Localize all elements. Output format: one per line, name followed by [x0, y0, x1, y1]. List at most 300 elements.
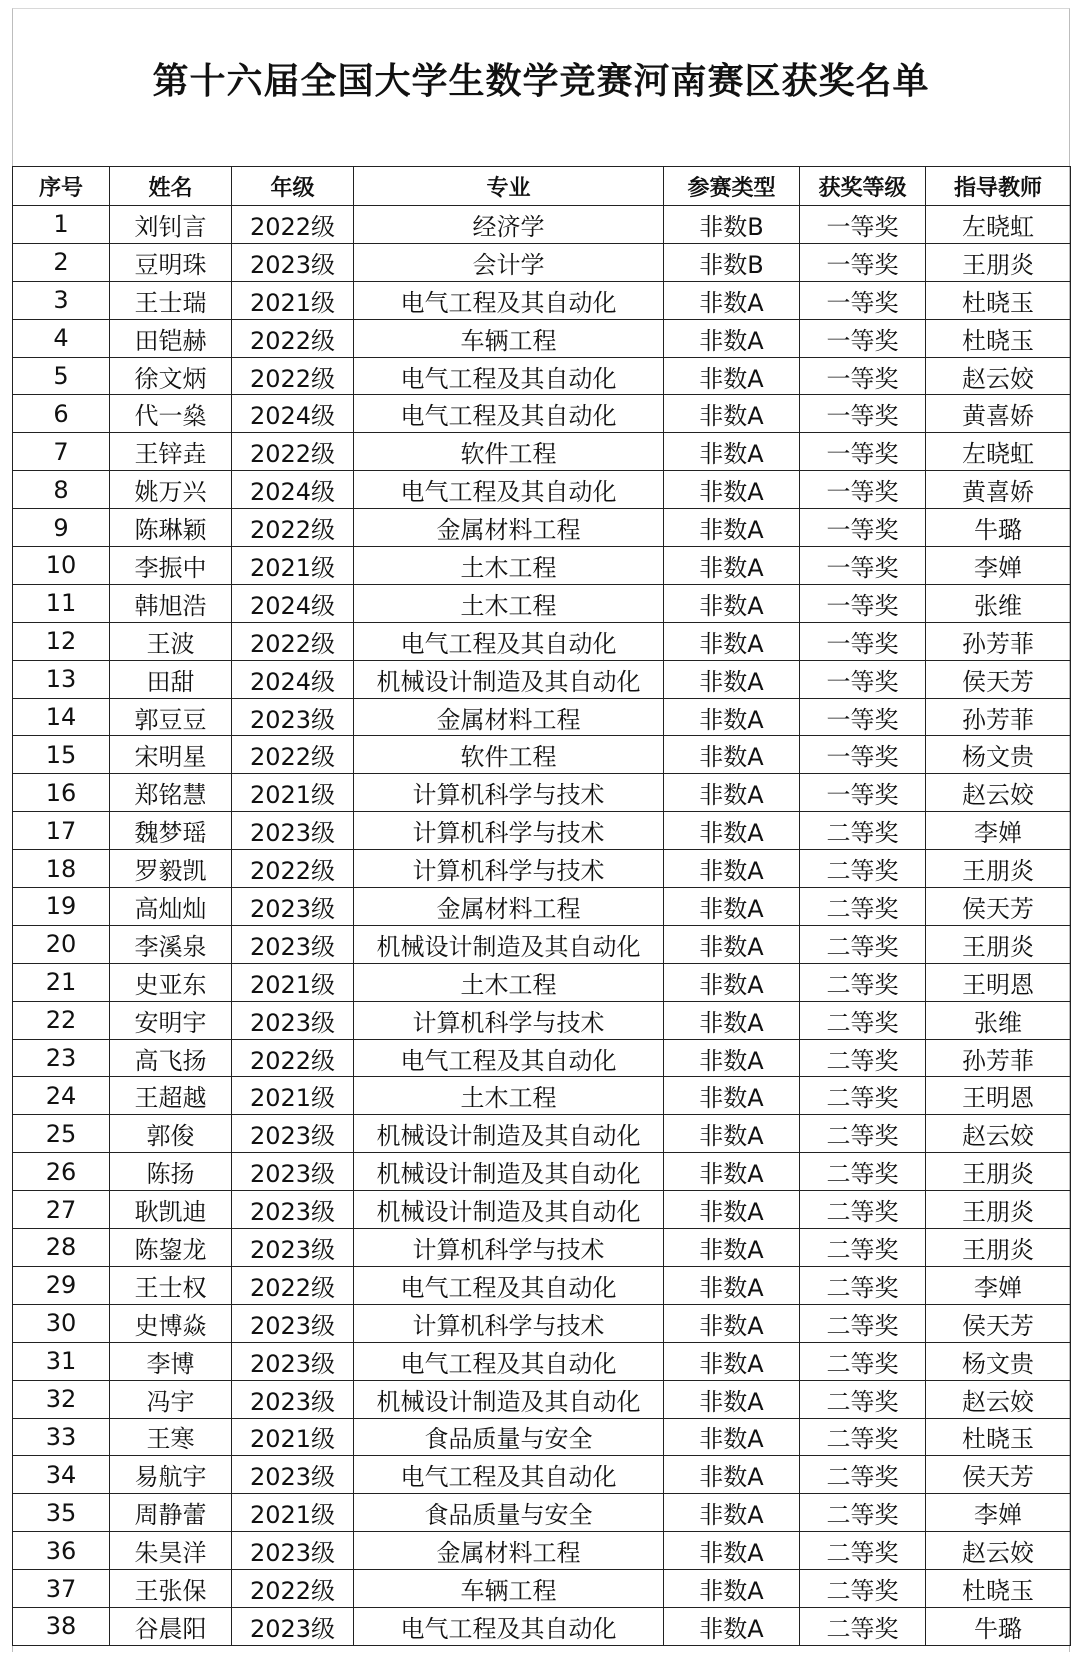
cell-type: 非数A — [664, 1607, 800, 1645]
cell-major: 电气工程及其自动化 — [354, 622, 664, 660]
cell-name: 易航宇 — [110, 1456, 232, 1494]
cell-award: 二等奖 — [800, 1077, 926, 1115]
cell-major: 机械设计制造及其自动化 — [354, 1153, 664, 1191]
cell-type: 非数A — [664, 774, 800, 812]
cell-index: 29 — [13, 1266, 110, 1304]
table-row — [13, 1532, 1071, 1570]
cell-major: 经济学 — [354, 206, 664, 244]
cell-teacher: 赵云姣 — [926, 1532, 1071, 1570]
cell-index: 30 — [13, 1304, 110, 1342]
cell-teacher: 张维 — [926, 1001, 1071, 1039]
cell-index: 5 — [13, 357, 110, 395]
cell-major: 金属材料工程 — [354, 1532, 664, 1570]
cell-name: 王士权 — [110, 1266, 232, 1304]
cell-major: 计算机科学与技术 — [354, 1229, 664, 1267]
cell-index: 36 — [13, 1532, 110, 1570]
cell-teacher: 左晓虹 — [926, 206, 1071, 244]
table-row — [13, 357, 1071, 395]
cell-type: 非数A — [664, 1380, 800, 1418]
cell-major: 车辆工程 — [354, 1570, 664, 1608]
cell-name: 徐文炳 — [110, 357, 232, 395]
cell-teacher: 侯天芳 — [926, 660, 1071, 698]
cell-teacher: 侯天芳 — [926, 1304, 1071, 1342]
table-row — [13, 547, 1071, 585]
cell-award: 一等奖 — [800, 622, 926, 660]
cell-index: 9 — [13, 509, 110, 547]
cell-name: 王士瑞 — [110, 281, 232, 319]
cell-grade: 2021级 — [232, 547, 354, 585]
cell-teacher: 王朋炎 — [926, 243, 1071, 281]
cell-teacher: 王明恩 — [926, 963, 1071, 1001]
cell-major: 土木工程 — [354, 963, 664, 1001]
cell-index: 38 — [13, 1607, 110, 1645]
cell-index: 33 — [13, 1418, 110, 1456]
table-row — [13, 1039, 1071, 1077]
cell-type: 非数A — [664, 1342, 800, 1380]
cell-major: 会计学 — [354, 243, 664, 281]
cell-index: 13 — [13, 660, 110, 698]
cell-teacher: 王明恩 — [926, 1077, 1071, 1115]
cell-type: 非数A — [664, 888, 800, 926]
table-row — [13, 736, 1071, 774]
cell-grade: 2023级 — [232, 925, 354, 963]
table-row — [13, 1115, 1071, 1153]
cell-type: 非数A — [664, 1266, 800, 1304]
cell-award: 一等奖 — [800, 471, 926, 509]
cell-award: 二等奖 — [800, 1532, 926, 1570]
cell-teacher: 杜晓玉 — [926, 319, 1071, 357]
cell-teacher: 赵云姣 — [926, 1380, 1071, 1418]
cell-award: 二等奖 — [800, 1001, 926, 1039]
cell-teacher: 侯天芳 — [926, 888, 1071, 926]
cell-grade: 2022级 — [232, 433, 354, 471]
cell-award: 二等奖 — [800, 1229, 926, 1267]
cell-type: 非数A — [664, 584, 800, 622]
cell-type: 非数A — [664, 1077, 800, 1115]
cell-index: 26 — [13, 1153, 110, 1191]
cell-grade: 2024级 — [232, 660, 354, 698]
cell-grade: 2023级 — [232, 243, 354, 281]
table-row — [13, 206, 1071, 244]
table-row — [13, 1494, 1071, 1532]
cell-name: 王寒 — [110, 1418, 232, 1456]
cell-index: 34 — [13, 1456, 110, 1494]
cell-index: 1 — [13, 206, 110, 244]
cell-type: 非数A — [664, 1570, 800, 1608]
cell-award: 二等奖 — [800, 1115, 926, 1153]
cell-name: 周静蕾 — [110, 1494, 232, 1532]
table-row — [13, 1001, 1071, 1039]
cell-name: 田铠赫 — [110, 319, 232, 357]
cell-type: 非数A — [664, 509, 800, 547]
cell-index: 3 — [13, 281, 110, 319]
cell-index: 35 — [13, 1494, 110, 1532]
cell-award: 二等奖 — [800, 963, 926, 1001]
cell-teacher: 王朋炎 — [926, 850, 1071, 888]
cell-major: 电气工程及其自动化 — [354, 1039, 664, 1077]
cell-grade: 2023级 — [232, 1380, 354, 1418]
cell-major: 电气工程及其自动化 — [354, 471, 664, 509]
cell-award: 二等奖 — [800, 1191, 926, 1229]
cell-name: 郑铭慧 — [110, 774, 232, 812]
cell-major: 机械设计制造及其自动化 — [354, 1115, 664, 1153]
table-row — [13, 1456, 1071, 1494]
cell-index: 8 — [13, 471, 110, 509]
cell-index: 16 — [13, 774, 110, 812]
cell-name: 王波 — [110, 622, 232, 660]
cell-name: 魏梦瑶 — [110, 812, 232, 850]
cell-teacher: 王朋炎 — [926, 1229, 1071, 1267]
cell-grade: 2022级 — [232, 1039, 354, 1077]
cell-type: 非数A — [664, 622, 800, 660]
cell-award: 二等奖 — [800, 1304, 926, 1342]
header-row — [13, 167, 1071, 206]
cell-major: 机械设计制造及其自动化 — [354, 660, 664, 698]
cell-grade: 2022级 — [232, 206, 354, 244]
cell-index: 22 — [13, 1001, 110, 1039]
cell-type: 非数A — [664, 547, 800, 585]
table-row — [13, 888, 1071, 926]
cell-major: 金属材料工程 — [354, 698, 664, 736]
cell-award: 二等奖 — [800, 1153, 926, 1191]
award-table — [12, 166, 1071, 1646]
cell-teacher: 李婵 — [926, 547, 1071, 585]
cell-teacher: 牛璐 — [926, 509, 1071, 547]
cell-index: 21 — [13, 963, 110, 1001]
cell-major: 计算机科学与技术 — [354, 812, 664, 850]
cell-grade: 2023级 — [232, 1456, 354, 1494]
cell-major: 金属材料工程 — [354, 888, 664, 926]
cell-index: 18 — [13, 850, 110, 888]
cell-name: 豆明珠 — [110, 243, 232, 281]
cell-teacher: 杜晓玉 — [926, 281, 1071, 319]
table-row — [13, 963, 1071, 1001]
cell-name: 谷晨阳 — [110, 1607, 232, 1645]
table-row — [13, 509, 1071, 547]
cell-index: 27 — [13, 1191, 110, 1229]
cell-grade: 2021级 — [232, 1494, 354, 1532]
cell-major: 食品质量与安全 — [354, 1418, 664, 1456]
cell-award: 一等奖 — [800, 433, 926, 471]
cell-major: 食品质量与安全 — [354, 1494, 664, 1532]
cell-index: 23 — [13, 1039, 110, 1077]
cell-grade: 2022级 — [232, 509, 354, 547]
cell-teacher: 赵云姣 — [926, 774, 1071, 812]
cell-name: 宋明星 — [110, 736, 232, 774]
header-cell-name: 姓名 — [110, 167, 232, 206]
cell-major: 电气工程及其自动化 — [354, 357, 664, 395]
cell-index: 20 — [13, 925, 110, 963]
table-row — [13, 698, 1071, 736]
cell-grade: 2021级 — [232, 774, 354, 812]
table-row — [13, 925, 1071, 963]
cell-grade: 2021级 — [232, 1077, 354, 1115]
table-row — [13, 1191, 1071, 1229]
cell-award: 一等奖 — [800, 660, 926, 698]
cell-name: 姚万兴 — [110, 471, 232, 509]
cell-teacher: 孙芳菲 — [926, 622, 1071, 660]
cell-name: 代一燊 — [110, 395, 232, 433]
cell-award: 二等奖 — [800, 1039, 926, 1077]
cell-type: 非数A — [664, 433, 800, 471]
cell-teacher: 杜晓玉 — [926, 1570, 1071, 1608]
cell-grade: 2022级 — [232, 850, 354, 888]
table-row — [13, 1570, 1071, 1608]
cell-index: 31 — [13, 1342, 110, 1380]
cell-award: 二等奖 — [800, 1418, 926, 1456]
cell-index: 7 — [13, 433, 110, 471]
cell-teacher: 左晓虹 — [926, 433, 1071, 471]
table-row — [13, 1418, 1071, 1456]
cell-award: 一等奖 — [800, 584, 926, 622]
cell-type: 非数A — [664, 850, 800, 888]
cell-name: 高飞扬 — [110, 1039, 232, 1077]
cell-grade: 2023级 — [232, 888, 354, 926]
cell-name: 王超越 — [110, 1077, 232, 1115]
table-row — [13, 812, 1071, 850]
table-row — [13, 1342, 1071, 1380]
cell-major: 机械设计制造及其自动化 — [354, 925, 664, 963]
cell-award: 一等奖 — [800, 698, 926, 736]
cell-name: 史博焱 — [110, 1304, 232, 1342]
cell-grade: 2023级 — [232, 1229, 354, 1267]
cell-award: 一等奖 — [800, 243, 926, 281]
cell-name: 李振中 — [110, 547, 232, 585]
cell-major: 软件工程 — [354, 433, 664, 471]
cell-index: 12 — [13, 622, 110, 660]
cell-award: 二等奖 — [800, 850, 926, 888]
cell-name: 王张保 — [110, 1570, 232, 1608]
cell-grade: 2023级 — [232, 1001, 354, 1039]
cell-major: 电气工程及其自动化 — [354, 1456, 664, 1494]
table-row — [13, 471, 1071, 509]
cell-major: 计算机科学与技术 — [354, 850, 664, 888]
cell-index: 4 — [13, 319, 110, 357]
cell-teacher: 孙芳菲 — [926, 698, 1071, 736]
cell-name: 陈扬 — [110, 1153, 232, 1191]
cell-grade: 2024级 — [232, 471, 354, 509]
cell-major: 计算机科学与技术 — [354, 774, 664, 812]
cell-grade: 2023级 — [232, 1115, 354, 1153]
cell-name: 田甜 — [110, 660, 232, 698]
cell-grade: 2022级 — [232, 1570, 354, 1608]
cell-type: 非数A — [664, 1304, 800, 1342]
cell-name: 冯宇 — [110, 1380, 232, 1418]
cell-teacher: 王朋炎 — [926, 1153, 1071, 1191]
cell-name: 陈琳颖 — [110, 509, 232, 547]
cell-teacher: 黄喜娇 — [926, 471, 1071, 509]
cell-teacher: 李婵 — [926, 1266, 1071, 1304]
header-cell-award: 获奖等级 — [800, 167, 926, 206]
cell-name: 刘钊言 — [110, 206, 232, 244]
cell-grade: 2023级 — [232, 1607, 354, 1645]
table-row — [13, 319, 1071, 357]
cell-award: 二等奖 — [800, 812, 926, 850]
cell-type: 非数A — [664, 812, 800, 850]
cell-teacher: 侯天芳 — [926, 1456, 1071, 1494]
cell-index: 32 — [13, 1380, 110, 1418]
cell-type: 非数A — [664, 1532, 800, 1570]
table-row — [13, 774, 1071, 812]
cell-grade: 2022级 — [232, 319, 354, 357]
cell-type: 非数B — [664, 206, 800, 244]
cell-grade: 2024级 — [232, 395, 354, 433]
cell-major: 电气工程及其自动化 — [354, 1266, 664, 1304]
cell-grade: 2024级 — [232, 584, 354, 622]
cell-grade: 2022级 — [232, 622, 354, 660]
cell-grade: 2021级 — [232, 1418, 354, 1456]
cell-award: 一等奖 — [800, 736, 926, 774]
header-cell-type: 参赛类型 — [664, 167, 800, 206]
cell-teacher: 李婵 — [926, 1494, 1071, 1532]
cell-teacher: 杨文贵 — [926, 736, 1071, 774]
cell-award: 二等奖 — [800, 1607, 926, 1645]
header-cell-major: 专业 — [354, 167, 664, 206]
cell-type: 非数B — [664, 243, 800, 281]
cell-teacher: 杨文贵 — [926, 1342, 1071, 1380]
cell-teacher: 黄喜娇 — [926, 395, 1071, 433]
cell-index: 37 — [13, 1570, 110, 1608]
cell-name: 郭俊 — [110, 1115, 232, 1153]
cell-index: 11 — [13, 584, 110, 622]
cell-grade: 2023级 — [232, 698, 354, 736]
table-row — [13, 1380, 1071, 1418]
cell-award: 二等奖 — [800, 1266, 926, 1304]
table-row — [13, 622, 1071, 660]
cell-type: 非数A — [664, 698, 800, 736]
cell-major: 软件工程 — [354, 736, 664, 774]
cell-type: 非数A — [664, 471, 800, 509]
cell-major: 金属材料工程 — [354, 509, 664, 547]
cell-name: 史亚东 — [110, 963, 232, 1001]
cell-major: 车辆工程 — [354, 319, 664, 357]
cell-award: 一等奖 — [800, 319, 926, 357]
cell-grade: 2023级 — [232, 1153, 354, 1191]
cell-teacher: 李婵 — [926, 812, 1071, 850]
cell-grade: 2022级 — [232, 357, 354, 395]
cell-name: 韩旭浩 — [110, 584, 232, 622]
cell-grade: 2021级 — [232, 281, 354, 319]
table-row — [13, 1077, 1071, 1115]
cell-teacher: 赵云姣 — [926, 357, 1071, 395]
cell-index: 15 — [13, 736, 110, 774]
table-row — [13, 1153, 1071, 1191]
cell-type: 非数A — [664, 963, 800, 1001]
cell-type: 非数A — [664, 1456, 800, 1494]
cell-grade: 2023级 — [232, 1191, 354, 1229]
cell-award: 二等奖 — [800, 1380, 926, 1418]
cell-index: 24 — [13, 1077, 110, 1115]
cell-major: 土木工程 — [354, 1077, 664, 1115]
cell-award: 二等奖 — [800, 1494, 926, 1532]
cell-award: 一等奖 — [800, 281, 926, 319]
cell-type: 非数A — [664, 1153, 800, 1191]
cell-grade: 2021级 — [232, 963, 354, 1001]
cell-index: 17 — [13, 812, 110, 850]
table-row — [13, 281, 1071, 319]
cell-name: 陈鋆龙 — [110, 1229, 232, 1267]
cell-major: 计算机科学与技术 — [354, 1304, 664, 1342]
header-cell-teacher: 指导教师 — [926, 167, 1071, 206]
cell-type: 非数A — [664, 281, 800, 319]
cell-grade: 2023级 — [232, 1342, 354, 1380]
table-row — [13, 433, 1071, 471]
cell-type: 非数A — [664, 1001, 800, 1039]
cell-name: 朱昊洋 — [110, 1532, 232, 1570]
cell-name: 耿凯迪 — [110, 1191, 232, 1229]
cell-teacher: 赵云姣 — [926, 1115, 1071, 1153]
cell-major: 土木工程 — [354, 547, 664, 585]
cell-award: 二等奖 — [800, 925, 926, 963]
cell-award: 二等奖 — [800, 888, 926, 926]
cell-teacher: 孙芳菲 — [926, 1039, 1071, 1077]
cell-teacher: 王朋炎 — [926, 1191, 1071, 1229]
cell-name: 李博 — [110, 1342, 232, 1380]
cell-type: 非数A — [664, 1418, 800, 1456]
cell-type: 非数A — [664, 736, 800, 774]
table-row — [13, 584, 1071, 622]
cell-teacher: 王朋炎 — [926, 925, 1071, 963]
cell-type: 非数A — [664, 1115, 800, 1153]
table-row — [13, 850, 1071, 888]
cell-major: 电气工程及其自动化 — [354, 1607, 664, 1645]
cell-teacher: 杜晓玉 — [926, 1418, 1071, 1456]
header-cell-index: 序号 — [13, 167, 110, 206]
cell-name: 王锌垚 — [110, 433, 232, 471]
cell-major: 计算机科学与技术 — [354, 1001, 664, 1039]
table-body — [13, 206, 1071, 1646]
cell-major: 电气工程及其自动化 — [354, 1342, 664, 1380]
cell-grade: 2023级 — [232, 1304, 354, 1342]
cell-type: 非数A — [664, 1191, 800, 1229]
cell-index: 6 — [13, 395, 110, 433]
cell-award: 一等奖 — [800, 774, 926, 812]
cell-major: 电气工程及其自动化 — [354, 281, 664, 319]
cell-grade: 2022级 — [232, 1266, 354, 1304]
table-row — [13, 243, 1071, 281]
cell-award: 一等奖 — [800, 357, 926, 395]
cell-award: 一等奖 — [800, 547, 926, 585]
cell-teacher: 张维 — [926, 584, 1071, 622]
cell-index: 10 — [13, 547, 110, 585]
cell-major: 电气工程及其自动化 — [354, 395, 664, 433]
cell-award: 二等奖 — [800, 1570, 926, 1608]
cell-major: 机械设计制造及其自动化 — [354, 1380, 664, 1418]
cell-grade: 2023级 — [232, 1532, 354, 1570]
cell-type: 非数A — [664, 319, 800, 357]
cell-name: 李溪泉 — [110, 925, 232, 963]
cell-award: 二等奖 — [800, 1342, 926, 1380]
cell-award: 一等奖 — [800, 509, 926, 547]
cell-major: 土木工程 — [354, 584, 664, 622]
cell-type: 非数A — [664, 357, 800, 395]
cell-type: 非数A — [664, 660, 800, 698]
cell-award: 一等奖 — [800, 395, 926, 433]
cell-index: 28 — [13, 1229, 110, 1267]
cell-name: 罗毅凯 — [110, 850, 232, 888]
cell-type: 非数A — [664, 1039, 800, 1077]
header-cell-grade: 年级 — [232, 167, 354, 206]
cell-award: 一等奖 — [800, 206, 926, 244]
cell-type: 非数A — [664, 925, 800, 963]
cell-name: 郭豆豆 — [110, 698, 232, 736]
table-row — [13, 395, 1071, 433]
cell-major: 机械设计制造及其自动化 — [354, 1191, 664, 1229]
cell-name: 高灿灿 — [110, 888, 232, 926]
table-row — [13, 1229, 1071, 1267]
table-row — [13, 1266, 1071, 1304]
table-row — [13, 1304, 1071, 1342]
